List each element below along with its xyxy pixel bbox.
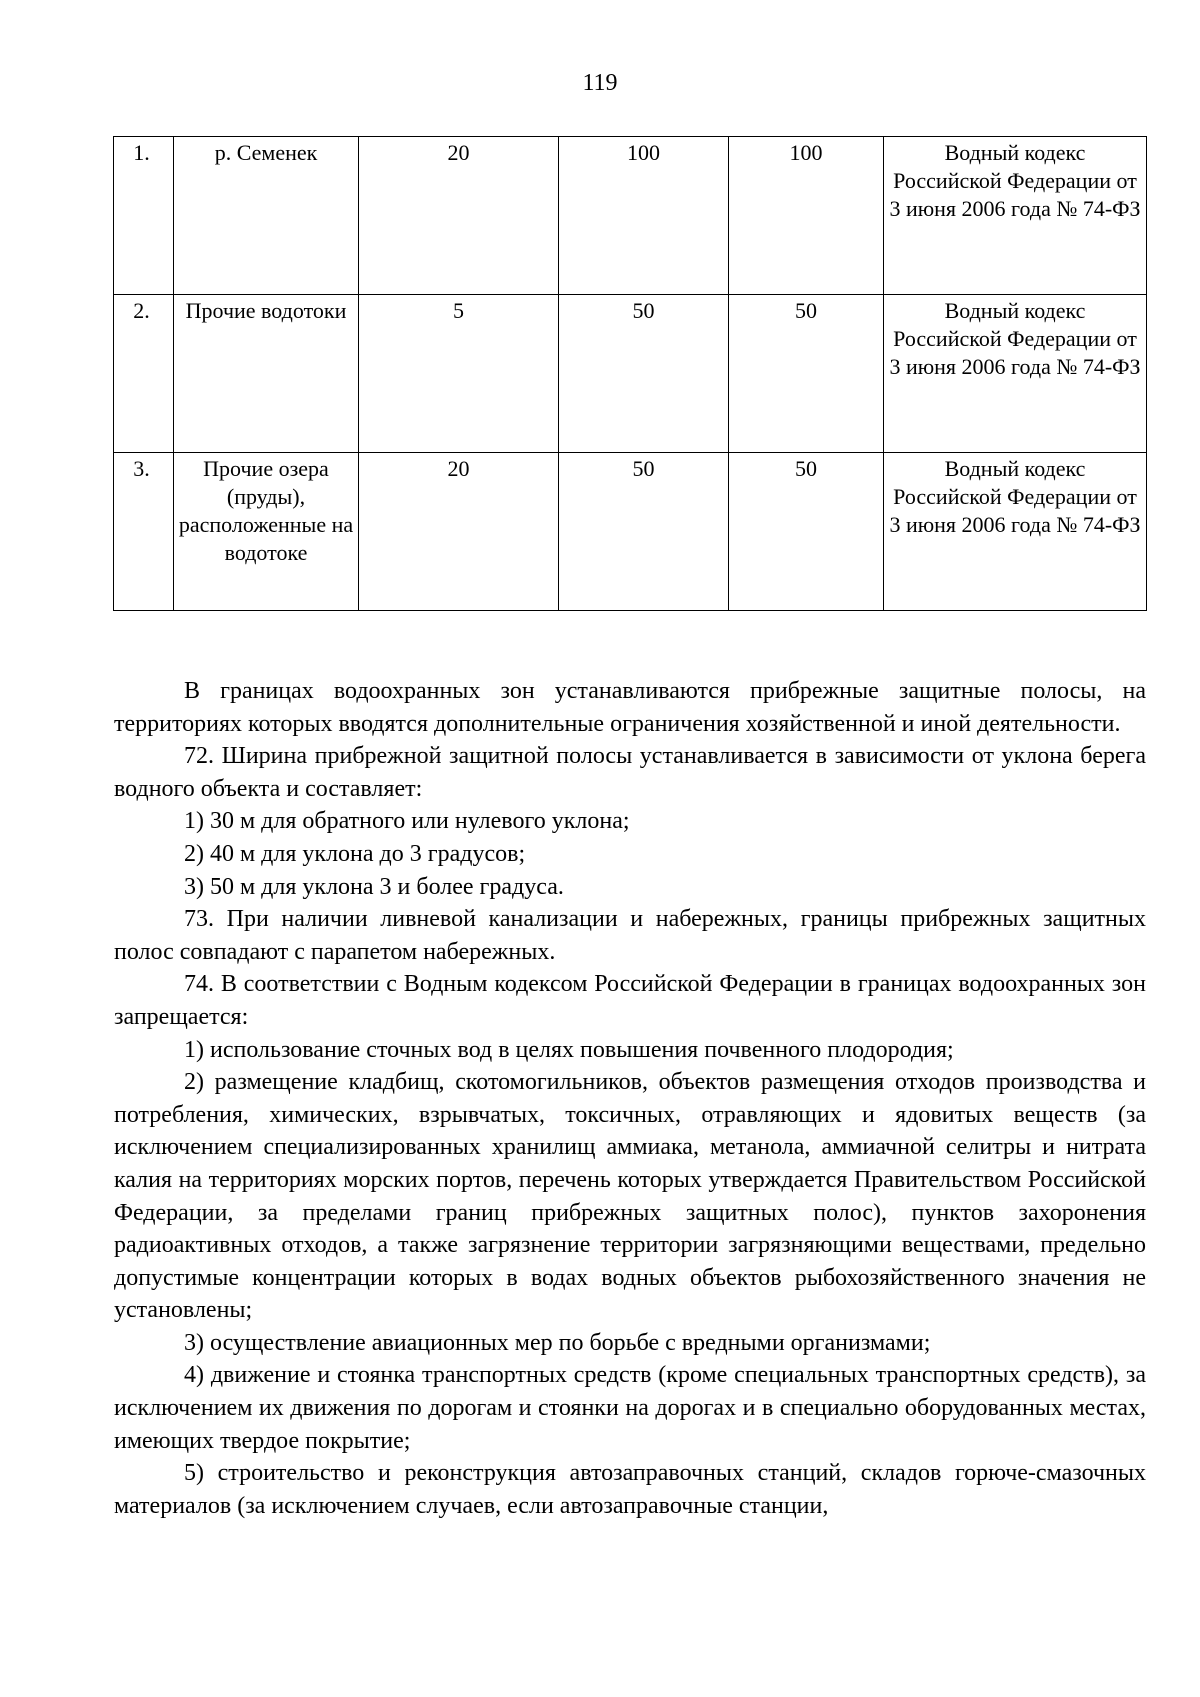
paragraph: 74. В соответствии с Водным кодексом Российской Федерации в границах водоохранных зон запрещается: bbox=[114, 971, 1146, 1030]
list-item: 3) 50 м для уклона 3 и более градуса. bbox=[184, 873, 564, 900]
row-number-cell: 2. bbox=[114, 295, 174, 453]
legal-basis-cell: Водный кодекс Российской Федерации от 3 июня 2006 года № 74-ФЗ bbox=[884, 137, 1147, 295]
list-item: 1) использование сточных вод в целях повышения почвенного плодородия; bbox=[184, 1036, 954, 1063]
row-number-cell: 3. bbox=[114, 453, 174, 611]
list-item: 2) размещение кладбищ, скотомогильников, объектов размещения отходов производства и потребления, химических, взрывчатых, токсичных, отравляющих и ядовитых веществ (за исключением специализированных хранилищ аммиака, метанола, аммиачной селитры и нитрата калия на территориях морских портов, перечень которых утверждается Правительством Российской Федерации, за пределами границ прибрежных защитных полос), пунктов захоронения радиоактивных отходов, а также загрязнение территории загрязняющими веществами, предельно допустимые концентрации которых в водах водных объектов рыбохозяйственного значения не установлены; bbox=[114, 1069, 1146, 1324]
row-number-cell: 1. bbox=[114, 137, 174, 295]
value-cell: 100 bbox=[729, 137, 884, 295]
list-item: 1) 30 м для обратного или нулевого уклона; bbox=[184, 808, 630, 835]
list-item: 2) 40 м для уклона до 3 градусов; bbox=[184, 840, 526, 867]
value-cell: 50 bbox=[729, 295, 884, 453]
water-object-cell: Прочие озера (пруды), расположенные на водотоке bbox=[174, 453, 359, 611]
list-item: 5) строительство и реконструкция автозаправочных станций, складов горюче-смазочных материалов (за исключением случаев, если автозаправочные станции, bbox=[114, 1460, 1146, 1519]
table-row bbox=[114, 453, 1147, 611]
table-row bbox=[114, 137, 1147, 295]
value-cell: 20 bbox=[359, 453, 559, 611]
water-protection-table bbox=[113, 136, 1147, 611]
body-text bbox=[114, 675, 1146, 1522]
list-item: 4) движение и стоянка транспортных средств (кроме специальных транспортных средств), за исключением их движения по дорогам и стоянки на дорогах и в специально оборудованных местах, имеющих твердое покрытие; bbox=[114, 1362, 1146, 1454]
value-cell: 100 bbox=[559, 137, 729, 295]
value-cell: 20 bbox=[359, 137, 559, 295]
paragraph: 73. При наличии ливневой канализации и набережных, границы прибрежных защитных полос совпадают с парапетом набережных. bbox=[114, 906, 1146, 965]
value-cell: 50 bbox=[559, 295, 729, 453]
legal-basis-cell: Водный кодекс Российской Федерации от 3 июня 2006 года № 74-ФЗ bbox=[884, 295, 1147, 453]
value-cell: 5 bbox=[359, 295, 559, 453]
paragraph: 72. Ширина прибрежной защитной полосы устанавливается в зависимости от уклона берега водного объекта и составляет: bbox=[114, 743, 1146, 802]
value-cell: 50 bbox=[729, 453, 884, 611]
page-number: 119 bbox=[582, 70, 618, 96]
value-cell: 50 bbox=[559, 453, 729, 611]
table-row bbox=[114, 295, 1147, 453]
legal-basis-cell: Водный кодекс Российской Федерации от 3 июня 2006 года № 74-ФЗ bbox=[884, 453, 1147, 611]
water-object-cell: Прочие водотоки bbox=[174, 295, 359, 453]
list-item: 3) осуществление авиационных мер по борьбе с вредными организмами; bbox=[184, 1329, 931, 1356]
water-object-cell: р. Семенек bbox=[174, 137, 359, 295]
paragraph: В границах водоохранных зон устанавливаются прибрежные защитные полосы, на территориях которых вводятся дополнительные ограничения хозяйственной и иной деятельности. bbox=[114, 678, 1146, 737]
